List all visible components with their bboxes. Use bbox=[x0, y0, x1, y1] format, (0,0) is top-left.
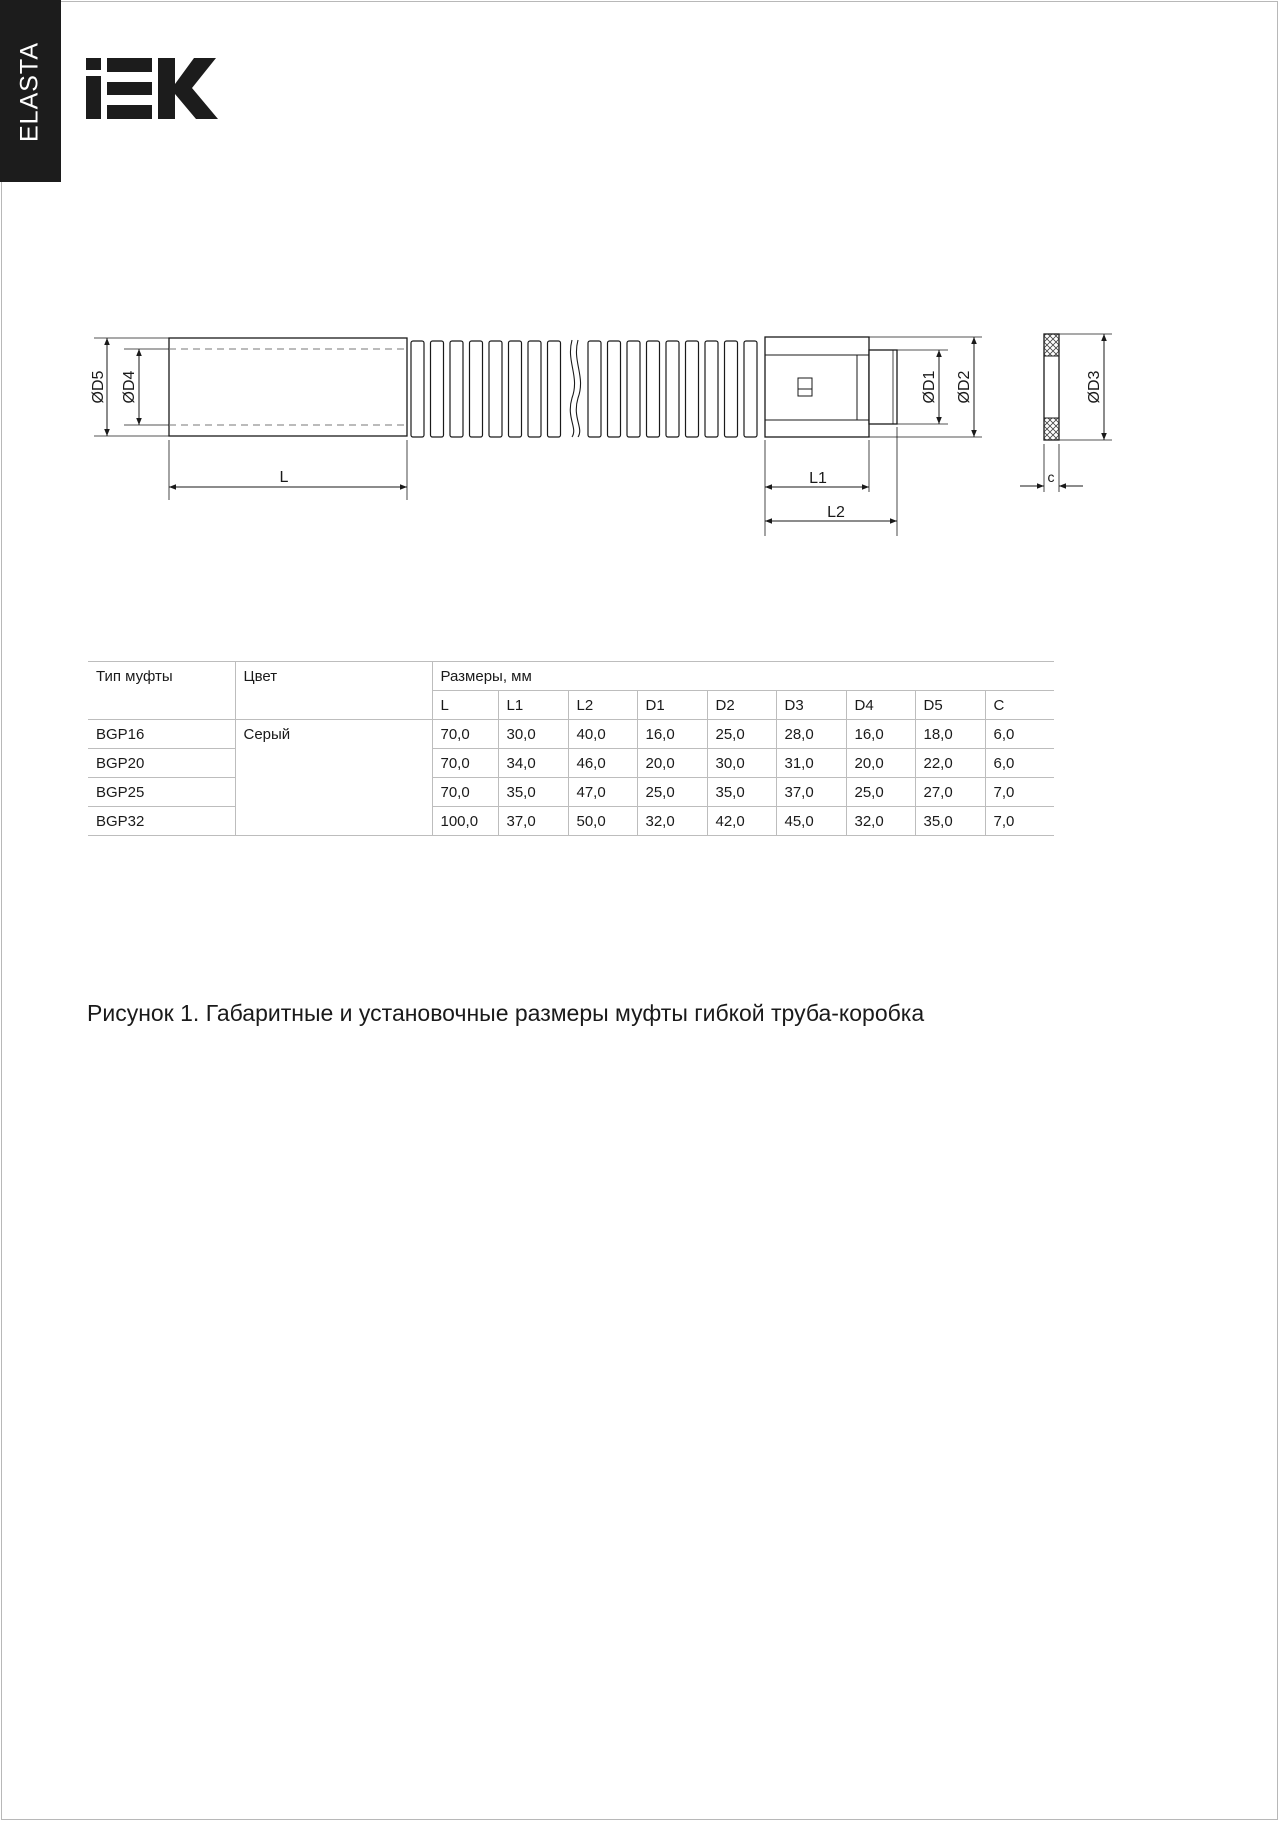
col-header-c: C bbox=[985, 691, 1054, 720]
cell-d4: 20,0 bbox=[846, 749, 915, 778]
col-header-l2: L2 bbox=[568, 691, 637, 720]
cell-type: BGP20 bbox=[88, 749, 235, 778]
coupling-drawing bbox=[0, 320, 1280, 560]
label-d3: ØD3 bbox=[1086, 370, 1103, 404]
header-type: Тип муфты bbox=[88, 662, 235, 720]
cell-d4: 16,0 bbox=[846, 720, 915, 749]
label-l: L bbox=[279, 469, 289, 486]
cell-d2: 42,0 bbox=[707, 807, 776, 836]
cell-l: 70,0 bbox=[432, 720, 498, 749]
col-header-l: L bbox=[432, 691, 498, 720]
cell-d4: 25,0 bbox=[846, 778, 915, 807]
cell-d2: 30,0 bbox=[707, 749, 776, 778]
cell-c: 6,0 bbox=[985, 749, 1054, 778]
cell-l2: 40,0 bbox=[568, 720, 637, 749]
cell-l: 70,0 bbox=[432, 749, 498, 778]
table-row bbox=[88, 720, 1054, 749]
col-header-d5: D5 bbox=[915, 691, 985, 720]
table-header-row bbox=[88, 662, 1054, 691]
series-label: ELASTA bbox=[15, 41, 44, 143]
cell-l2: 50,0 bbox=[568, 807, 637, 836]
cell-l: 70,0 bbox=[432, 778, 498, 807]
table-row bbox=[88, 807, 1054, 836]
label-d5: ØD5 bbox=[90, 370, 107, 404]
col-header-l1: L1 bbox=[498, 691, 568, 720]
figure-caption: Рисунок 1. Габаритные и установочные размеры муфты гибкой труба-коробка bbox=[87, 1000, 925, 1026]
cell-d3: 37,0 bbox=[776, 778, 846, 807]
dimensions-table bbox=[88, 661, 1054, 836]
cell-d1: 32,0 bbox=[637, 807, 707, 836]
label-d2: ØD2 bbox=[956, 370, 973, 404]
col-header-d2: D2 bbox=[707, 691, 776, 720]
cell-l1: 30,0 bbox=[498, 720, 568, 749]
cell-d3: 28,0 bbox=[776, 720, 846, 749]
table-row bbox=[88, 778, 1054, 807]
cell-color: Серый bbox=[235, 720, 432, 836]
locknut-ring bbox=[1044, 334, 1059, 440]
label-c: c bbox=[1047, 469, 1055, 485]
label-l2: L2 bbox=[827, 504, 845, 521]
table-row bbox=[88, 749, 1054, 778]
break-lines bbox=[570, 340, 580, 437]
cell-d1: 16,0 bbox=[637, 720, 707, 749]
cell-d2: 35,0 bbox=[707, 778, 776, 807]
cell-d3: 31,0 bbox=[776, 749, 846, 778]
col-header-d1: D1 bbox=[637, 691, 707, 720]
cell-l: 100,0 bbox=[432, 807, 498, 836]
cell-d5: 22,0 bbox=[915, 749, 985, 778]
cell-l2: 47,0 bbox=[568, 778, 637, 807]
cell-c: 7,0 bbox=[985, 807, 1054, 836]
cell-d3: 45,0 bbox=[776, 807, 846, 836]
label-d1: ØD1 bbox=[921, 370, 938, 404]
iek-logo bbox=[86, 58, 220, 122]
col-header-d4: D4 bbox=[846, 691, 915, 720]
cell-d2: 25,0 bbox=[707, 720, 776, 749]
label-l1: L1 bbox=[809, 470, 827, 487]
cell-c: 6,0 bbox=[985, 720, 1054, 749]
cell-d5: 35,0 bbox=[915, 807, 985, 836]
cell-l1: 35,0 bbox=[498, 778, 568, 807]
corrugated-tube bbox=[411, 341, 757, 437]
header-dims: Размеры, мм bbox=[432, 662, 1054, 691]
cell-d1: 20,0 bbox=[637, 749, 707, 778]
coupling-body bbox=[169, 338, 407, 436]
cell-d1: 25,0 bbox=[637, 778, 707, 807]
cell-d5: 27,0 bbox=[915, 778, 985, 807]
cell-l1: 37,0 bbox=[498, 807, 568, 836]
col-header-d3: D3 bbox=[776, 691, 846, 720]
cell-type: BGP32 bbox=[88, 807, 235, 836]
header-color: Цвет bbox=[235, 662, 432, 720]
box-connector bbox=[765, 337, 897, 437]
label-d4: ØD4 bbox=[121, 370, 138, 404]
cell-type: BGP25 bbox=[88, 778, 235, 807]
series-tab bbox=[0, 0, 61, 182]
cell-l2: 46,0 bbox=[568, 749, 637, 778]
cell-l1: 34,0 bbox=[498, 749, 568, 778]
cell-c: 7,0 bbox=[985, 778, 1054, 807]
page-frame bbox=[1, 1, 1278, 1820]
cell-d5: 18,0 bbox=[915, 720, 985, 749]
cell-d4: 32,0 bbox=[846, 807, 915, 836]
cell-type: BGP16 bbox=[88, 720, 235, 749]
